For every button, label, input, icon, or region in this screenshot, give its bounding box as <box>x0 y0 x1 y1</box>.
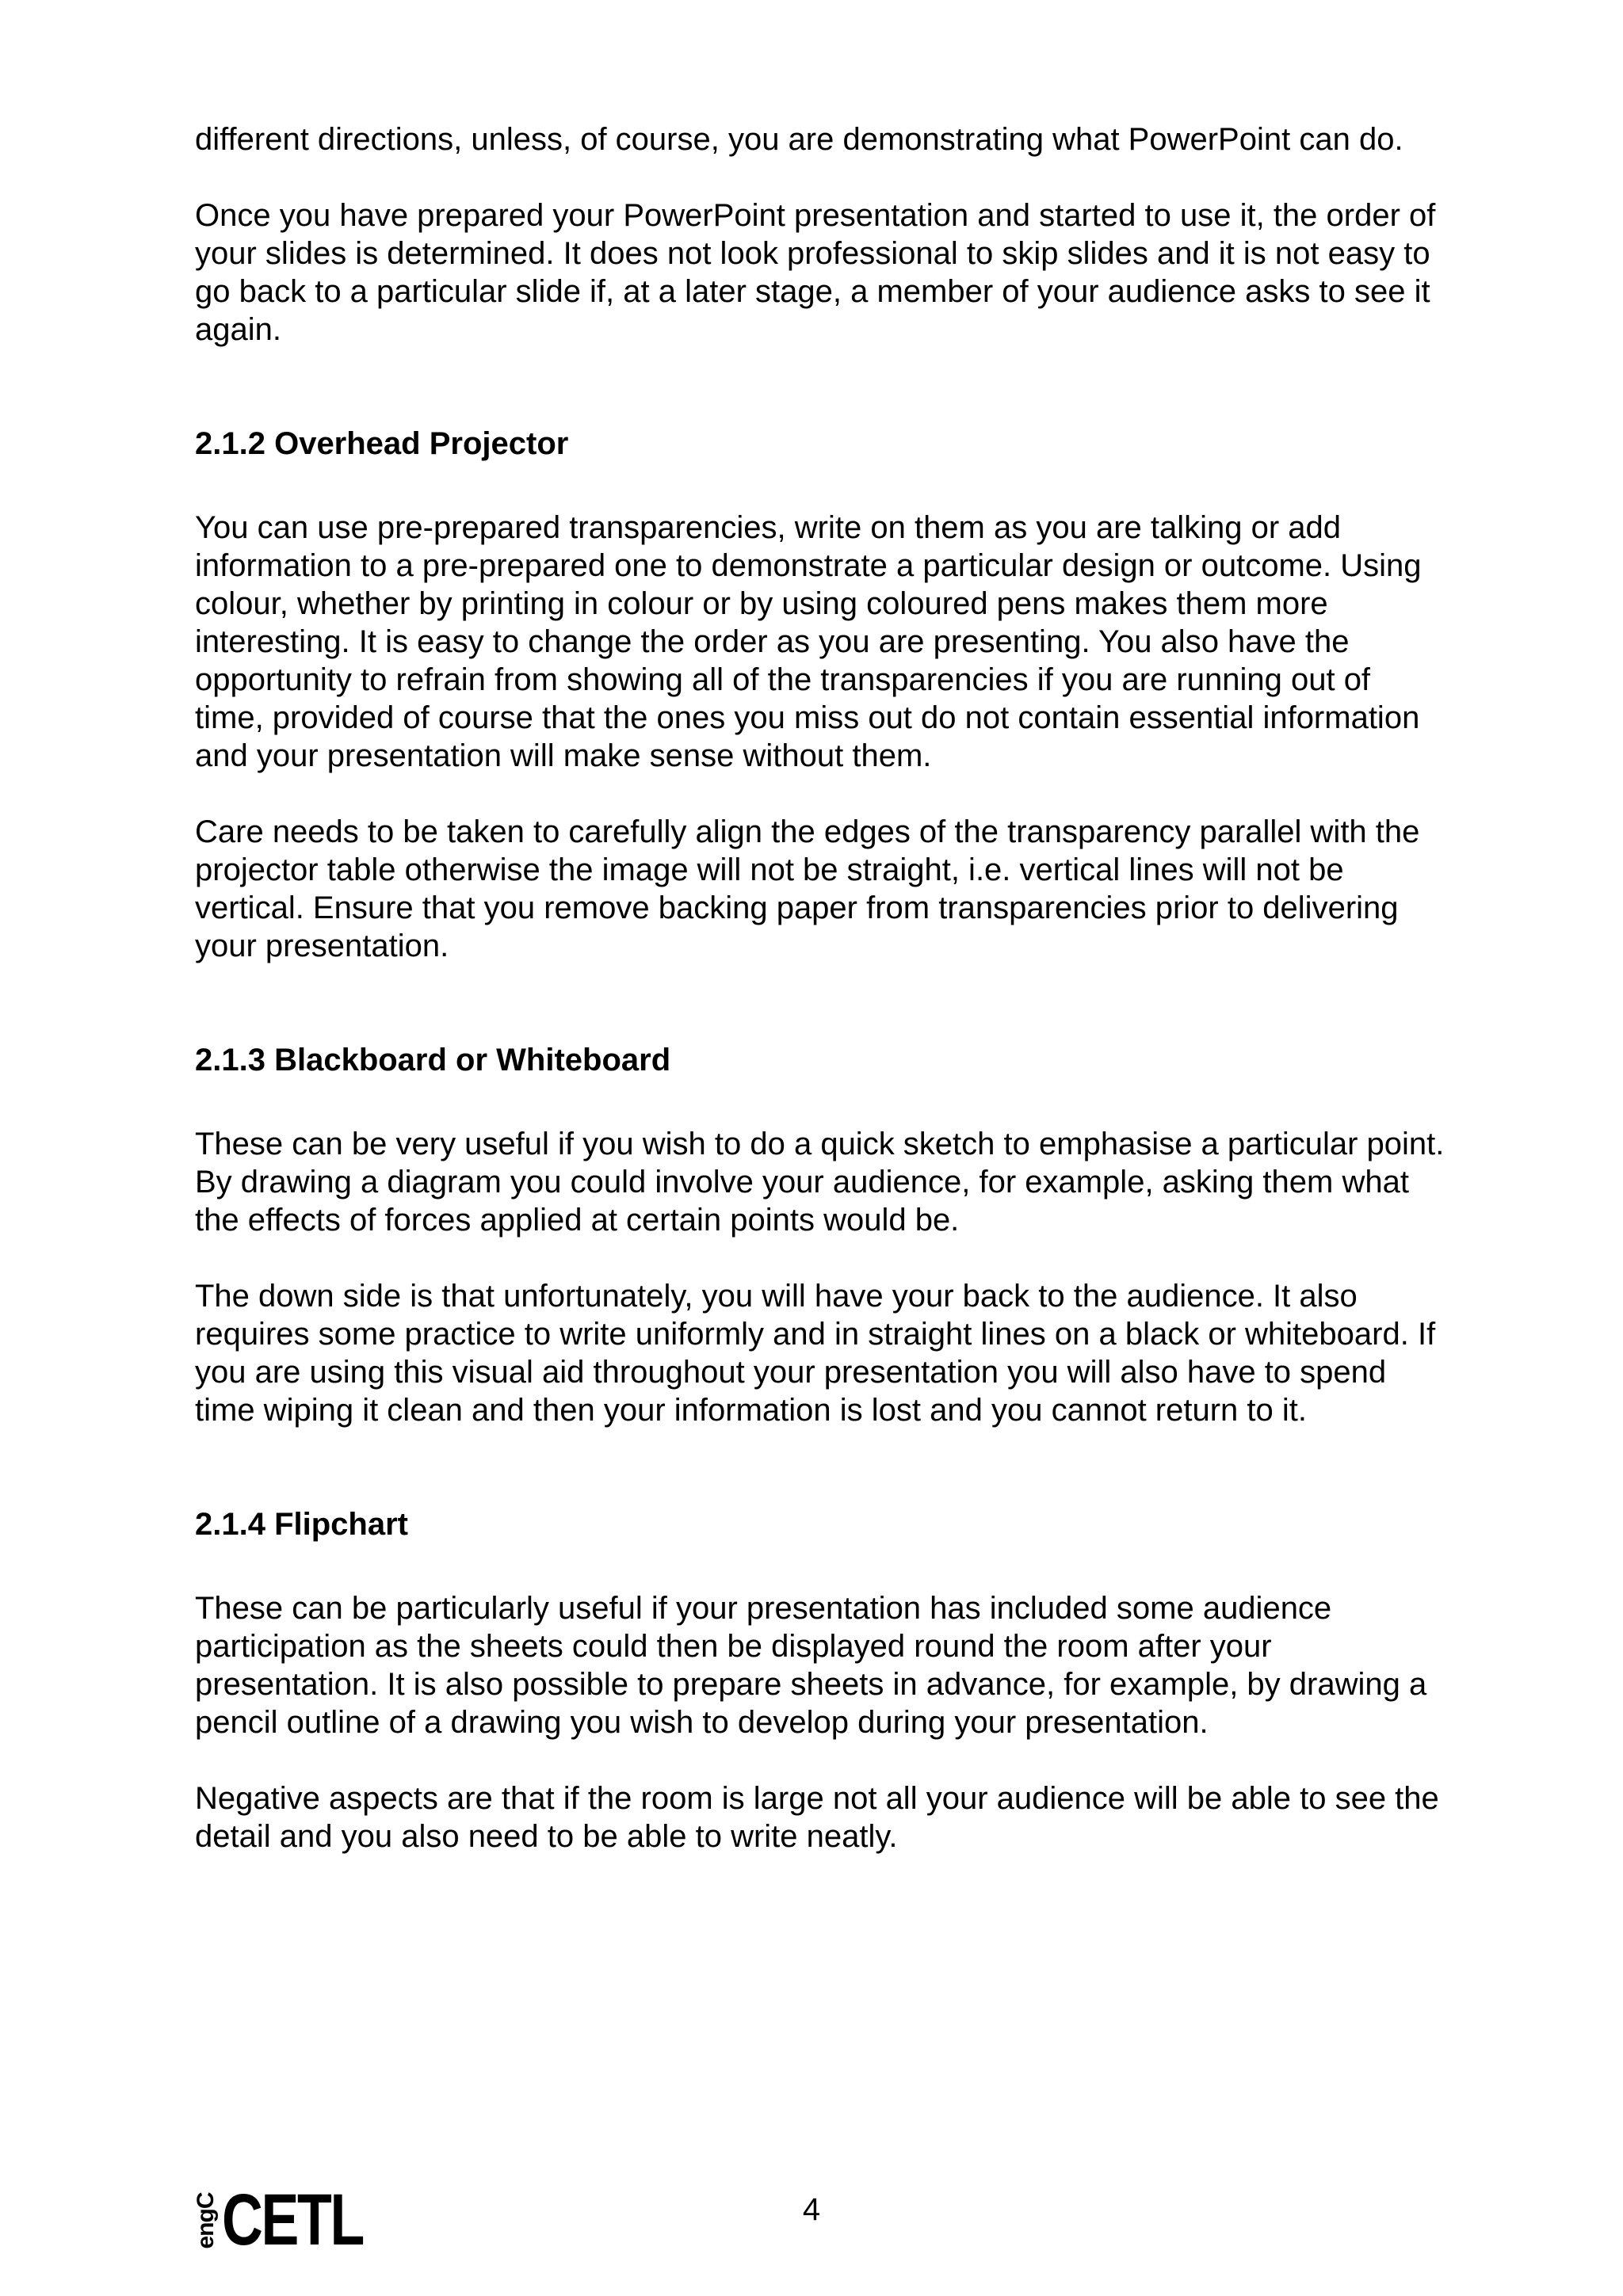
paragraph: The down side is that unfortunately, you will have your back to the audience. It also requires some practice to write uniformly and in straight lines on a black or whiteboard. If you are using this visual aid throughout your presentation you will also have to spend time wiping it clean and then your information is lost and you cannot return to it. <box>195 1279 1436 1428</box>
section-heading-blackboard-whiteboard: 2.1.3 Blackboard or Whiteboard <box>195 1043 671 1077</box>
paragraph: These can be particularly useful if your presentation has included some audience participation as the sheets could then be displayed round the room after your presentation. It is also possible to prepare sheets in advance, for example, by drawing a pencil outline of a drawing you wish to develop during your presentation. <box>195 1591 1427 1740</box>
section-heading-overhead-projector: 2.1.2 Overhead Projector <box>195 426 569 461</box>
logo-main-text: CETL <box>222 2180 363 2260</box>
document-body <box>195 120 1447 1894</box>
page-number: 4 <box>802 2192 821 2227</box>
paragraph: Once you have prepared your PowerPoint presentation and started to use it, the order of your slides is determined. It does not look professional to skip slides and it is not easy to go back to a particular slide if, at a later stage, a member of your audience asks to see it again. <box>195 198 1436 347</box>
paragraph: These can be very useful if you wish to do a quick sketch to emphasise a particular point. By drawing a diagram you could involve your audience, for example, asking them what the effects of forces applied at certain points would be. <box>195 1127 1445 1238</box>
paragraph: Negative aspects are that if the room is large not all your audience will be able to see the detail and you also need to be able to write neatly. <box>195 1781 1439 1854</box>
page-footer <box>0 2180 1623 2262</box>
paragraph: You can use pre-prepared transparencies, write on them as you are talking or add information to a pre-prepared one to demonstrate a particular design or outcome. Using colour, whether by printing in colour or by using coloured pens makes them more interesting. It is easy to change the order as you are presenting. You also have the opportunity to refrain from showing all of the transparencies if you are running out of time, provided of course that the ones you miss out do not contain essential information and your presentation will make sense without them. <box>195 510 1422 773</box>
paragraph: Care needs to be taken to carefully align the edges of the transparency parallel with the projector table otherwise the image will not be straight, i.e. vertical lines will not be vertical. Ensure that you remove backing paper from transparencies prior to delivering your presentation. <box>195 814 1420 963</box>
logo-side-text: engC <box>193 2192 219 2249</box>
section-heading-flipchart: 2.1.4 Flipchart <box>195 1507 408 1542</box>
paragraph: different directions, unless, of course, you are demonstrating what PowerPoint can do. <box>195 122 1403 157</box>
